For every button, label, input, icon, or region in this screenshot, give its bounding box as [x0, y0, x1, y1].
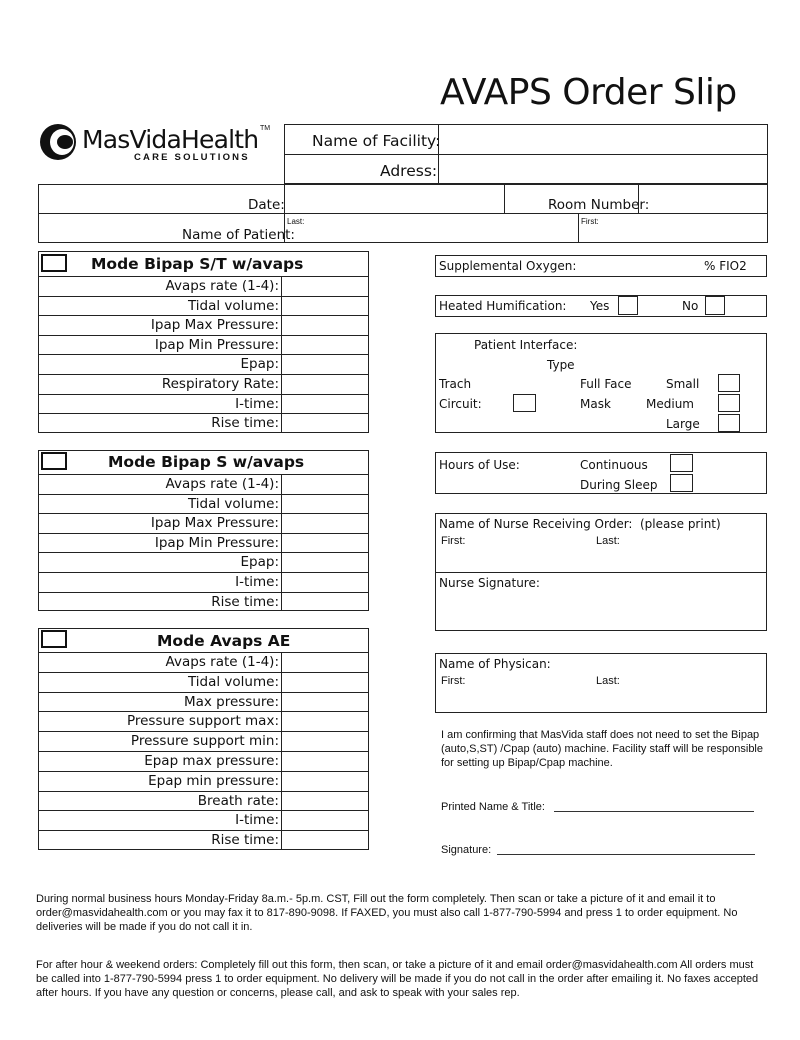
mode-bipap-s-row-field[interactable] [283, 553, 368, 571]
after-hours-instructions: For after hour & weekend orders: Completely fill out this form, then scan, or take a picture of it and email order@masvidahealth.com All orders must be called into 1-877-790-5994 press 1 to order equipment. No delivery will be made if you do not call in the order after emailing it. No faxes accepted after hours. If you have any question or concerns, please call, and ask to speak with your sales rep. [36, 959, 759, 999]
mode-avaps-ae-row-label: Avaps rate (1-4): [165, 654, 279, 670]
mode-bipap-s-checkbox[interactable] [41, 452, 67, 470]
interface-trach-label: Trach [439, 377, 472, 391]
mode-avaps-ae-row-label: Breath rate: [197, 792, 279, 809]
physician-last-label: Last: [596, 675, 620, 687]
interface-medium-label: Medium [646, 397, 694, 411]
mode-avaps-ae-row-label: Tidal volume: [187, 673, 279, 690]
mode-bipap-st-row-field[interactable] [283, 395, 368, 413]
nurse-signature-label: Nurse Signature: [439, 576, 540, 590]
company-logo [38, 122, 278, 172]
humidification-label: Heated Humification: [439, 299, 567, 313]
mode-bipap-st-row-field[interactable] [283, 375, 368, 393]
humidification-no-checkbox[interactable] [705, 296, 725, 315]
mode-bipap-s-row-field[interactable] [283, 593, 368, 611]
signature-label: Signature: [441, 844, 492, 856]
address-label: Adress: [380, 162, 438, 180]
logo-subtitle: CARE SOLUTIONS [134, 152, 250, 163]
mode-avaps-ae-row-field[interactable] [283, 653, 368, 671]
mode-avaps-ae-row-field[interactable] [283, 831, 368, 849]
mode-bipap-s-row-label: Avaps rate (1-4): [165, 476, 279, 492]
mode-bipap-s-row-field[interactable] [283, 534, 368, 552]
signature-field[interactable] [497, 854, 755, 855]
mode-avaps-ae-row-field[interactable] [283, 712, 368, 730]
mode-avaps-ae-row-label: Max pressure: [183, 693, 279, 710]
mode-bipap-st-row-field[interactable] [283, 336, 368, 354]
mode-bipap-st-row-field[interactable] [283, 297, 368, 315]
mode-bipap-s-title: Mode Bipap S w/avaps [108, 453, 305, 471]
physician-first-label: First: [441, 675, 466, 687]
mode-avaps-ae-row-label: Epap max pressure: [144, 753, 279, 769]
mode-avaps-ae-row-label: Pressure support max: [126, 713, 279, 730]
patient-first-field[interactable] [580, 215, 766, 241]
mode-bipap-st-row-label: I-time: [235, 395, 279, 412]
mode-avaps-ae-row-label: Pressure support min: [130, 733, 279, 750]
mode-avaps-ae-title: Mode Avaps AE [157, 632, 291, 650]
mode-bipap-s-row-field[interactable] [283, 475, 368, 493]
mode-bipap-s-row-label: Tidal volume: [187, 495, 279, 512]
mode-bipap-st-row-field[interactable] [283, 355, 368, 373]
page-title: AVAPS Order Slip [440, 72, 737, 113]
mode-bipap-st-title: Mode Bipap S/T w/avaps [91, 255, 304, 273]
hours-continuous-label: Continuous [580, 458, 648, 472]
mode-bipap-s-row-label: I-time: [235, 574, 279, 590]
logo-mark-icon [40, 124, 76, 160]
humidification-no-label: No [682, 299, 699, 313]
mode-avaps-ae-row-field[interactable] [283, 752, 368, 770]
patient-name-label: Name of Patient: [182, 227, 295, 243]
logo-name: MasVidaHealth [82, 125, 259, 154]
logo-trademark: TM [260, 125, 271, 132]
humidification-yes-label: Yes [590, 299, 610, 313]
mode-avaps-ae-row-field[interactable] [283, 732, 368, 750]
size-small-checkbox[interactable] [718, 374, 740, 392]
facility-label: Name of Facility: [312, 132, 441, 150]
mode-bipap-st-row-label: Ipap Max Pressure: [150, 317, 279, 334]
mode-bipap-s-row-label: Ipap Min Pressure: [154, 534, 279, 551]
hours-of-use-label: Hours of Use: [439, 458, 520, 472]
humidification-yes-checkbox[interactable] [618, 296, 638, 315]
physician-name-label: Name of Physican: [439, 657, 551, 671]
patient-first-label: First: [581, 217, 599, 226]
mode-avaps-ae-row-field[interactable] [283, 772, 368, 790]
business-hours-instructions: During normal business hours Monday-Friday 8a.m.- 5p.m. CST, Fill out the form completely. Then scan or take a picture of it and email it to order@masvidahealth.com or you may fax it to 817-890-9098. If FAXED, you must also call 1-877-790-5994 and press 1 to order equipment. No deliveries will be made if you do not call it in. [36, 893, 738, 933]
nurse-print-label: (please print) [640, 517, 721, 531]
hours-sleep-checkbox[interactable] [670, 474, 693, 492]
hours-continuous-checkbox[interactable] [670, 454, 693, 472]
mode-bipap-st-row-field[interactable] [283, 414, 368, 432]
physician-name-field[interactable] [437, 688, 765, 711]
mode-avaps-ae-row-field[interactable] [283, 792, 368, 810]
date-label: Date: [248, 197, 285, 213]
oxygen-unit: % FIO2 [704, 259, 747, 273]
mode-bipap-st-row-label: Epap: [240, 356, 279, 373]
interface-circuit-label: Circuit: [439, 397, 482, 411]
mode-avaps-ae-row-label: Rise time: [211, 832, 279, 849]
mode-avaps-ae-row-field[interactable] [283, 811, 368, 829]
mode-avaps-ae-row-field[interactable] [283, 673, 368, 691]
mode-bipap-s-row-field[interactable] [283, 573, 368, 591]
oxygen-label: Supplemental Oxygen: [439, 259, 577, 273]
interface-large-label: Large [666, 417, 700, 431]
confirmation-text: I am confirming that MasVida staff does not need to set the Bipap (auto,S,ST) /Cpap (auto) machine. Facility staff will be responsible for setting up Bipap/Cpap machine. [441, 729, 763, 769]
mode-bipap-st-checkbox[interactable] [41, 254, 67, 272]
nurse-name-label: Name of Nurse Receiving Order: [439, 517, 633, 531]
mode-bipap-st-row-field[interactable] [283, 316, 368, 334]
patient-interface-title: Patient Interface: [474, 338, 578, 352]
nurse-first-label: First: [441, 535, 466, 547]
mode-avaps-ae-row-field[interactable] [283, 693, 368, 711]
printed-name-field[interactable] [554, 811, 754, 812]
facility-field[interactable] [440, 126, 766, 153]
interface-type-label: Type [547, 358, 575, 372]
mode-bipap-s-row-label: Rise time: [211, 593, 279, 610]
patient-last-field[interactable] [286, 215, 576, 241]
mode-bipap-st-row-label: Rise time: [211, 415, 279, 432]
mode-bipap-st-row-label: Avaps rate (1-4): [165, 278, 279, 294]
interface-fullface-label: Full Face [580, 377, 632, 391]
nurse-name-field[interactable] [437, 548, 765, 570]
circuit-checkbox[interactable] [513, 394, 536, 412]
size-medium-checkbox[interactable] [718, 394, 740, 412]
size-large-checkbox[interactable] [718, 414, 740, 432]
interface-mask-label: Mask [580, 397, 611, 411]
mode-bipap-st-row-label: Ipap Min Pressure: [154, 336, 279, 353]
mode-bipap-s-row-label: Epap: [240, 554, 279, 571]
nurse-last-label: Last: [596, 535, 620, 547]
nurse-signature-field[interactable] [437, 594, 765, 629]
printed-name-label: Printed Name & Title: [441, 801, 545, 813]
mode-bipap-s-row-label: Ipap Max Pressure: [150, 515, 279, 532]
address-field[interactable] [440, 156, 766, 183]
room-number-field[interactable] [640, 186, 766, 212]
mode-bipap-st-row-field[interactable] [283, 277, 368, 295]
hours-sleep-label: During Sleep [580, 478, 658, 492]
mode-bipap-st-row-label: Tidal volume: [187, 297, 279, 314]
mode-bipap-s-row-field[interactable] [283, 495, 368, 513]
date-field[interactable] [286, 186, 502, 212]
mode-bipap-st-row-label: Respiratory Rate: [161, 376, 279, 392]
room-number-label: Room Number: [548, 197, 650, 213]
mode-avaps-ae-row-label: Epap min pressure: [148, 772, 279, 789]
mode-bipap-s-row-field[interactable] [283, 514, 368, 532]
patient-last-label: Last: [287, 217, 305, 226]
mode-avaps-ae-checkbox[interactable] [41, 630, 67, 648]
mode-avaps-ae-row-label: I-time: [235, 812, 279, 829]
interface-small-label: Small [666, 377, 700, 391]
